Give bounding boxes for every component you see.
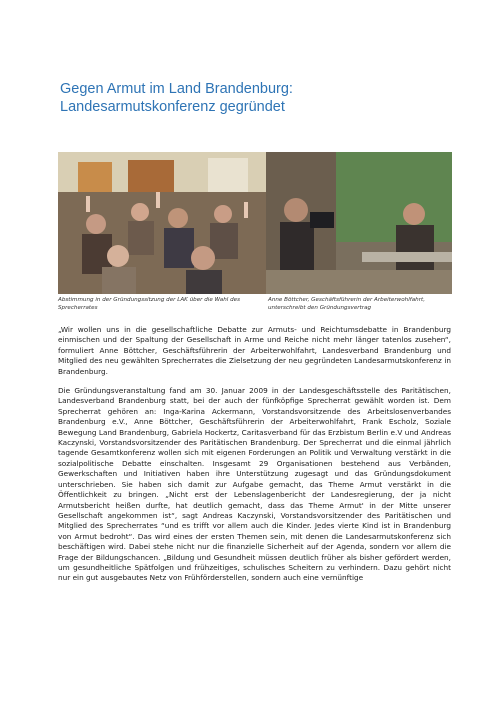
title-line-1: Gegen Armut im Land Brandenburg: — [60, 81, 293, 97]
paragraph-1: „Wir wollen uns in die gesellschaftliche Debatte zur Armuts- und Reichtumsdebatte in Brandenburg einmischen und der Spaltung der Gesellschaft in Arme und Reiche nicht mehr länger tatenlos zusehen“, formuliert Anne Böttcher, Geschäftsführerin der Arbeiterwohlfahrt, Landesverband Brandenburg und Mitglied des neu gewählten Sprecherrates die Zielsetzung der neu gegründeten Landesarmutskonferenz in Brandenburg. — [58, 325, 451, 376]
photo-captions — [58, 296, 452, 318]
article-body — [58, 325, 451, 584]
caption-left: Abstimmung in der Gründungssitzung der LAK über die Wahl des Sprecherrates — [58, 297, 240, 311]
photo-signing — [266, 152, 452, 294]
title-line-2: Landesarmutskonferenz gegründet — [60, 99, 285, 115]
caption-right: Anne Böttcher, Geschäftsführerin der Arbeiterwohlfahrt, unterschreibt den Gründungsvertrag — [268, 297, 425, 311]
photo-assembly-vote — [58, 152, 266, 294]
paragraph-2: Die Gründungsveranstaltung fand am 30. Januar 2009 in der Landesgeschäftsstelle des Paritätischen, Landesverband Brandenburg statt, bei der auch der fünfköpfige Sprecherrat gewählt worden ist. Dem Sprecherrat gehören an: Inga-Karina Ackermann, Vorstandsvorsitzende des Arbeitslosenverbandes Brandenburg e.V., Anne Böttcher, Geschäftsführerin der Arbeiterwohlfahrt, Frank Escholz, Soziale Bewegung Land Brandenburg, Gabriela Hockertz, Caritasverband für das Erzbistum Berlin e.V und Andreas Kaczynski, Vorstandsvorsitzender des Paritätischen Brandenburg. Der Sprecherrat und die einmal jährlich tagende Gesamtkonferenz wollen sich mit eigenen Forderungen an Politik und Verwaltung verstärkt in die sozialpolitische Debatte einschalten. Insgesamt 29 Organisationen bestehend aus Verbänden, Gewerkschaften und Initiativen haben ihre Unterstützung zugesagt und das Gründungsdokument unterschrieben. Sie haben sich damit zur Aufgabe gemacht, das Theme Armut verstärkt in die Öffentlichkeit zu bringen. „Nicht erst der Lebenslagenbericht der Landesregierung, der ja nicht Armutsbericht heißen durfte, hat deutlich gemacht, dass das Theme Armut' in der Mitte unserer Gesellschaft angekommen ist“, sagt Andreas Kaczynski, Vorstandsvorsitzender des Paritätischen und Mitglied des Sprecherrates “und es trifft vor allem auch die Kinder. Jedes vierte Kind ist in Brandenburg von Armut bedroht“. Das wird eines der ersten Themen sein, mit denen die Landesarmutskonferenz sich beschäftigen wird. Dabei stehe nicht nur die finanzielle Sicherheit auf der Agenda, sondern vor allem die Frage der Bildungschancen. „Bildung und Gesundheit müssen deutlich früher als bisher gefördert werden, um gesundheitliche Spätfolgen und frühzeitiges, schulisches Scheitern zu verhindern. Dazu gehört nicht nur ein gut ausgebautes Netz von Frühförderstellen, sondern auch eine vernünftige — [58, 386, 451, 583]
article-title — [60, 80, 460, 116]
photo-strip — [58, 152, 452, 294]
